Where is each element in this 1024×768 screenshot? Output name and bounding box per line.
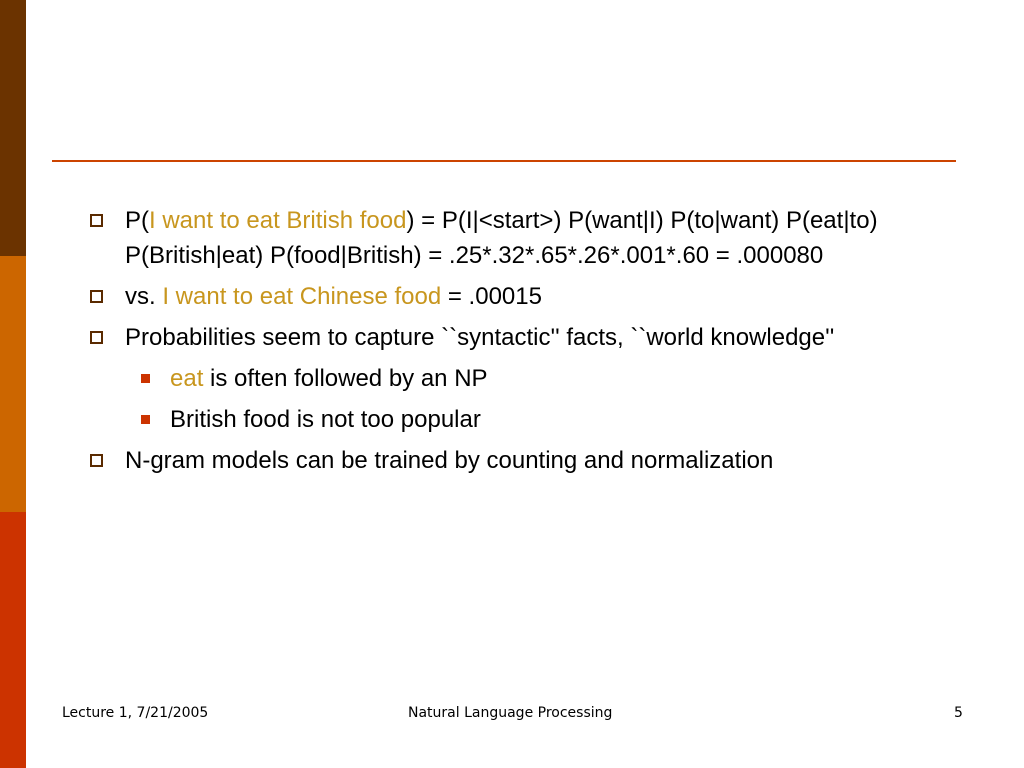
bullet-ngram-training (88, 443, 968, 478)
bullet-text: Probabilities seem to capture ``syntactic'' facts, ``world knowledge'' (125, 324, 835, 351)
bullet-text: N-gram models can be trained by counting and normalization (125, 447, 774, 474)
bullet-prefix: P( (125, 207, 149, 234)
left-stripe-bottom (0, 512, 26, 768)
sub-bullet-text: British food is not too popular (170, 406, 481, 433)
sub-bullet-eat-np (88, 361, 968, 396)
footer-lecture-date: Lecture 1, 7/21/2005 (62, 705, 209, 721)
highlighted-phrase: I want to eat British food (149, 207, 407, 234)
left-stripe-middle (0, 256, 26, 512)
footer-page-number: 5 (954, 705, 963, 721)
hollow-square-bullet-icon (90, 290, 103, 303)
bullet-prefix: vs. (125, 283, 163, 310)
bullet-british-food-probability (88, 203, 968, 273)
filled-square-bullet-icon (141, 415, 150, 424)
bullet-suffix: ) = P(I|<start>) P(want|I) P(to|want) P(eat|to) P(British|eat) P(food|British) = .25*.32*.65*.26*.001*.60 = .000080 (125, 207, 878, 269)
sub-bullet-british-food (88, 402, 968, 437)
slide-body (88, 203, 968, 484)
title-divider (52, 160, 956, 162)
hollow-square-bullet-icon (90, 331, 103, 344)
highlighted-phrase: I want to eat Chinese food (162, 283, 442, 310)
filled-square-bullet-icon (141, 374, 150, 383)
bullet-chinese-food-probability (88, 279, 968, 314)
sub-bullet-suffix: is often followed by an NP (203, 365, 488, 392)
hollow-square-bullet-icon (90, 214, 103, 227)
bullet-probabilities-capture (88, 320, 968, 355)
left-stripe-top (0, 0, 26, 256)
footer-course-title: Natural Language Processing (408, 705, 613, 721)
hollow-square-bullet-icon (90, 454, 103, 467)
highlighted-phrase: eat (170, 365, 204, 392)
bullet-suffix: = .00015 (441, 283, 542, 310)
